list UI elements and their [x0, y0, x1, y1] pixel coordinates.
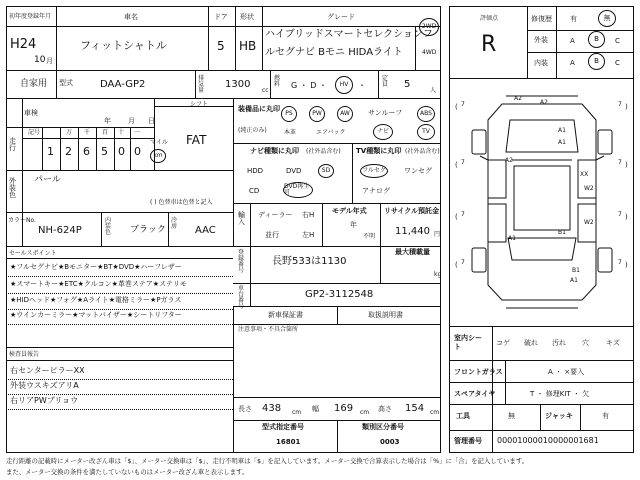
equip-airbag: エアバック: [316, 129, 346, 136]
nav-dvd: DVD: [286, 167, 302, 175]
car-diagram: [450, 80, 633, 325]
unit-mile: マイル: [150, 139, 168, 146]
sheet-yabure: 破れ: [524, 339, 538, 347]
recycle-label: リサイクル預託金: [384, 207, 440, 215]
equipment-subtitle: (純正のみ): [238, 127, 267, 134]
diag-label-b1-1: B1: [558, 229, 566, 236]
category-label: 類別区分番号: [362, 423, 404, 431]
width-value: 169: [334, 403, 354, 414]
interior-sheet-label: 室内シート: [454, 334, 482, 352]
color-name: パール: [34, 175, 61, 185]
nav-hdd: HDD: [247, 167, 264, 175]
sheet-kizu: キズ: [606, 339, 620, 347]
sheet-yogore: 汚れ: [552, 339, 566, 347]
import-dealer: ディーラー: [258, 211, 293, 219]
unit-juu: 十: [118, 129, 125, 136]
mileage-label: 走行: [9, 137, 16, 152]
inspection-month: 月: [128, 117, 135, 125]
seven-r4: 7: [618, 259, 622, 266]
tv-title: TV種類に丸印: [356, 147, 402, 155]
interior-color-label: 内装色: [105, 217, 112, 236]
bracket-r3: ): [625, 213, 628, 221]
exterior-a: A: [570, 37, 575, 45]
management-label: 管理番号: [454, 437, 482, 445]
bracket-r1: ): [625, 103, 628, 111]
diag-label-a2-top: A2: [514, 95, 522, 102]
unit-man: 万: [66, 129, 73, 136]
length-unit: cm: [292, 409, 302, 416]
chassis-label: 車台番号: [238, 285, 245, 310]
exterior-label: 外装: [534, 36, 548, 44]
equipment-title: 装備品に丸印: [238, 105, 280, 113]
registration-label: 登録番号: [238, 249, 245, 274]
diag-label-b1-2: B1: [572, 267, 580, 274]
bracket-r4: ): [625, 261, 628, 269]
mileage-digit-6: 0: [134, 145, 141, 158]
model-year-value: 年: [350, 221, 357, 229]
diag-label-a1-4: A1: [570, 277, 578, 284]
spare-tire-options: T ・ 修理KIT ・ 欠: [530, 390, 590, 398]
bracket-l1: (: [455, 103, 458, 111]
spare-tire-label: スペアタイヤ: [454, 390, 496, 398]
recycle-unit: 円: [434, 231, 441, 238]
import-label: 輸入: [238, 211, 245, 226]
nav-sd: SD: [318, 164, 334, 178]
equip-pw: PW: [309, 106, 325, 122]
drive-4wd: 4WD: [422, 49, 437, 56]
jack-value: 有: [602, 412, 609, 420]
nav-title: ナビ種類に丸印: [250, 147, 299, 155]
tv-subtitle: (社外品含む): [405, 148, 440, 155]
seven-l2: 7: [461, 159, 465, 166]
interior-c: C: [615, 59, 620, 67]
ac-label: 冷房: [171, 217, 178, 230]
seven-l1: 7: [461, 101, 465, 108]
mileage-digit-3: 6: [83, 145, 90, 158]
inspector-line-1: 右センターピラーXX: [10, 366, 85, 375]
sales-line-2: ★スマートキー★ETC★クルコン★革巻ステア★ステリモ: [10, 280, 187, 288]
width-unit: cm: [360, 409, 370, 416]
exterior-b-circle: B: [588, 31, 605, 48]
score-label: 評価点: [480, 15, 499, 22]
sales-line-4: ★ウインカーミラー★マットバイザー★シートリフター: [10, 311, 182, 319]
tv-fullseg: フルセグ: [360, 164, 388, 178]
fuel-label: 燃料: [274, 75, 281, 88]
max-load-label: 最大積載量: [395, 248, 430, 256]
seven-r2: 7: [618, 159, 622, 166]
capacity: 5: [404, 79, 411, 90]
shape-value: HB: [239, 39, 257, 53]
equip-sunroof: サンルーフ: [368, 109, 403, 117]
diag-label-a2-top2: A2: [540, 99, 548, 106]
recycle-value: 11,440: [395, 226, 430, 237]
grade-line2: ルセグナビ Bモニ HIDAライト: [265, 47, 403, 58]
inspector-line-3: 右リアPWブリョウ: [10, 396, 79, 405]
tv-analog: アナログ: [362, 187, 390, 195]
shape-label: 形状: [240, 13, 254, 21]
equip-tv: TV: [417, 124, 435, 140]
sales-line-3: ★HIDヘッド★フォグ★Aライト★電格ミラー★Pガラス: [10, 296, 182, 304]
diag-label-w2-2: W2: [584, 219, 594, 226]
mileage-row-label: 記号: [28, 129, 41, 136]
fuel-options: G ・ D ・: [291, 81, 327, 90]
interior-b-circle: B: [588, 53, 605, 70]
type-code: DAA-GP2: [100, 79, 146, 90]
displacement: 1300: [225, 79, 251, 90]
color-label: 外装色: [9, 177, 16, 199]
equip-leather: 本革: [284, 129, 297, 136]
designation-label: 型式指定番号: [262, 423, 304, 431]
unit-sen: 千: [84, 129, 91, 136]
type-label: 型式: [59, 79, 73, 87]
equip-navi: ナビ: [373, 124, 393, 140]
mileage-digit-2: 2: [65, 145, 72, 158]
fuel-hv-circle: HV: [335, 76, 353, 94]
management-value: 00001000010000001681: [497, 436, 599, 445]
nav-cd: CD: [249, 187, 260, 195]
seven-l4: 7: [461, 259, 465, 266]
repair-yes: 有: [570, 15, 577, 23]
inspection-year: 年: [104, 117, 111, 125]
registration-value: 長野533は1130: [272, 256, 347, 267]
nav-dvd-play: DVD再生可: [283, 182, 313, 198]
capacity-unit: 人: [430, 87, 437, 94]
usage: 自家用: [20, 79, 48, 89]
inspection-day: 日: [148, 117, 155, 125]
equip-abs: ABS: [417, 106, 435, 122]
import-left: 左H: [302, 231, 315, 239]
sheet-koge: コゲ: [496, 339, 510, 347]
model-year-unknown: 不明: [363, 233, 376, 240]
month-suffix: 月: [46, 57, 53, 65]
height-value: 154: [405, 403, 425, 414]
ac-value: AAC: [195, 225, 216, 236]
seven-r1: 7: [618, 101, 622, 108]
seven-l3: 7: [461, 211, 465, 218]
bracket-l2: (: [455, 161, 458, 169]
unit-ichi: 一: [134, 129, 141, 136]
jack-label: ジャッキ: [545, 412, 573, 420]
shift-value: FAT: [186, 133, 207, 147]
length-value: 438: [262, 403, 282, 414]
interior-a: A: [570, 59, 575, 67]
car-name-label: 車名: [124, 13, 138, 21]
capacity-label: 定員: [382, 75, 389, 88]
car-name: フィットシャトル: [80, 39, 167, 52]
nav-subtitle: (社外品含む): [306, 148, 341, 155]
month-value: 10: [34, 55, 46, 65]
chassis-value: GP2-3112548: [305, 289, 374, 300]
footer-line-1: 走行距離の記載時にメーター改ざん車は「$」、メーター交換車は「$」、走行不明車は「$」を記入しています。メーター交換で合算表示した場合は「%」に「合」を記入しています。: [6, 457, 529, 465]
height-label: 高さ: [378, 405, 392, 413]
equip-ps: PS: [281, 106, 297, 122]
sales-line-1: ★フルセグナビ★Bモニター★BT★DVD★ハーフレザー: [10, 263, 182, 271]
bracket-r2: ): [625, 161, 628, 169]
displacement-unit: cc: [262, 87, 269, 94]
tools-value: 無: [508, 412, 515, 420]
bracket-l3: (: [455, 213, 458, 221]
sales-points-title: セールスポイント: [9, 250, 57, 257]
interior-label: 内装: [534, 59, 548, 67]
score-value: R: [481, 32, 497, 57]
unit-hyaku: 百: [102, 129, 109, 136]
grade-label: グレード: [327, 13, 355, 21]
manual: 取扱説明書: [368, 311, 403, 319]
caution: 注意事項・不具合箇所: [238, 326, 299, 333]
glass-options: A ・ ×要入: [548, 368, 585, 376]
import-right: 右H: [302, 211, 315, 219]
diag-label-a2-left: A2: [505, 157, 513, 164]
category-value: 0003: [380, 438, 400, 446]
inspector-title: 検査員報告: [9, 351, 40, 358]
color-note: ( ) 色替車は色替と記入: [150, 199, 213, 206]
height-unit: cm: [430, 409, 440, 416]
designation-value: 16801: [276, 438, 301, 446]
diag-label-w2-1: W2: [584, 185, 594, 192]
max-load-unit: kg: [434, 271, 442, 278]
shift-label: シフト: [190, 101, 209, 108]
bracket-l4: (: [455, 261, 458, 269]
unit-km-circle: km: [150, 149, 166, 163]
mileage-digit-1: 1: [47, 145, 54, 158]
fuel-tail: ・: [358, 81, 366, 90]
seven-r3: 7: [618, 211, 622, 218]
inspection-label: 車検: [24, 109, 38, 117]
diag-label-a1-2: A1: [558, 139, 566, 146]
interior-color: ブラック: [130, 225, 166, 235]
length-label: 長さ: [238, 405, 252, 413]
model-year: H24: [10, 37, 37, 52]
new-warranty: 新車保証書: [268, 311, 303, 319]
drive-2wd-circle: 2WD: [419, 18, 439, 36]
doors-value: 5: [217, 39, 225, 53]
footer-line-2: また、メーター交換の条件を満たしていないものはメーター改ざん車と表示します。: [6, 468, 249, 476]
reg-year-label: 初年度登録年月: [9, 13, 52, 20]
exterior-c: C: [615, 37, 620, 45]
tools-label: 工具: [456, 412, 470, 420]
mileage-digit-5: 0: [118, 145, 125, 158]
doors-label: ドア: [214, 13, 228, 21]
model-year-label: モデル年式: [332, 207, 367, 215]
diag-label-a1-1: A1: [558, 127, 566, 134]
width-label: 幅: [312, 405, 319, 413]
mileage-digit-4: 5: [101, 145, 108, 158]
color-code: NH-624P: [38, 225, 82, 236]
color-code-label: カラーNo.: [8, 217, 36, 224]
tv-oneseg: ワンセグ: [404, 167, 432, 175]
displacement-label: 排気量: [198, 75, 205, 94]
equip-aw: AW: [337, 106, 353, 122]
repair-no-circle: 無: [598, 10, 616, 27]
sheet-ana: 穴: [582, 339, 589, 347]
diag-label-xx: XX: [580, 171, 589, 178]
grade-line1: ハイブリッドスマートセレクションフ: [265, 29, 433, 40]
repair-label: 修復歴: [531, 15, 552, 23]
import-parallel: 並行: [265, 231, 279, 239]
diag-label-a1-3: A1: [508, 235, 516, 242]
inspector-line-2: 外装ウスキズアリA: [10, 381, 79, 390]
glass-label: フロントガラス: [454, 368, 503, 376]
